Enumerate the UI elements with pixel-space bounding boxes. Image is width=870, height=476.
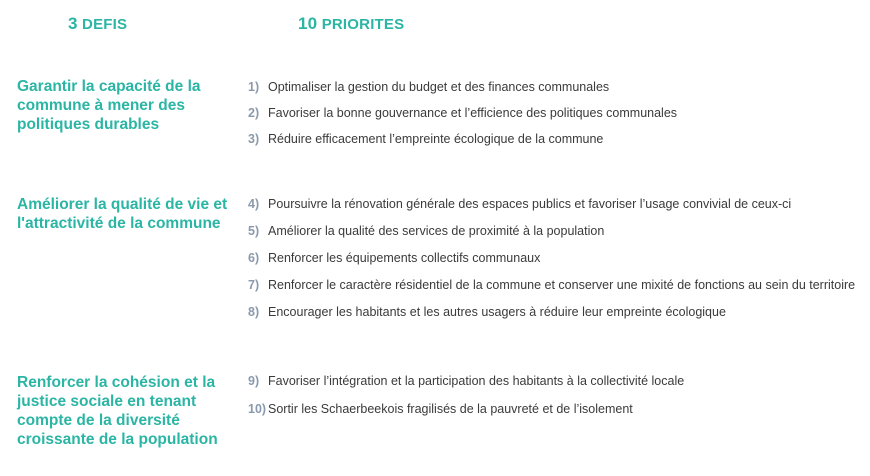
priorite-number: 10) bbox=[248, 402, 267, 416]
priorite-number: 1) bbox=[248, 80, 260, 94]
priorite-item bbox=[248, 373, 684, 389]
defi-2: Améliorer la qualité de vie et l'attractivité de la commune bbox=[17, 196, 228, 232]
priorite-number: 5) bbox=[248, 224, 260, 238]
header-priorites-label: PRIORITES bbox=[321, 16, 405, 33]
priorite-number: 9) bbox=[248, 374, 260, 388]
priorite-text: Réduire efficacement l’empreinte écologique de la commune bbox=[268, 132, 604, 146]
priorite-text: Renforcer les équipements collectifs communaux bbox=[268, 251, 541, 265]
priorite-text: Améliorer la qualité des services de proximité à la population bbox=[268, 224, 605, 238]
priorite-text: Favoriser la bonne gouvernance et l’efficience des politiques communales bbox=[268, 106, 678, 120]
priorite-number: 2) bbox=[248, 106, 260, 120]
priorite-number: 7) bbox=[248, 278, 260, 292]
defi-3: Renforcer la cohésion et la justice sociale en tenant compte de la diversité croissante de la population bbox=[17, 374, 218, 448]
header-defis bbox=[68, 14, 127, 34]
priorite-text: Renforcer le caractère résidentiel de la commune et conserver une mixité de fonctions au sein du territoire bbox=[268, 278, 856, 292]
priorite-number: 6) bbox=[248, 251, 260, 265]
priorite-item bbox=[248, 250, 540, 266]
priorite-number: 3) bbox=[248, 132, 260, 146]
priorite-text: Poursuivre la rénovation générale des espaces publics et favoriser l’usage convivial de ceux-ci bbox=[268, 197, 792, 211]
priorite-item bbox=[248, 277, 855, 293]
header-defis-number: 3 bbox=[68, 14, 78, 33]
header-defis-label: DEFIS bbox=[82, 16, 128, 33]
priorite-text: Optimaliser la gestion du budget et des finances communales bbox=[268, 80, 610, 94]
priorite-item bbox=[248, 79, 609, 95]
priorite-number: 4) bbox=[248, 197, 260, 211]
header-priorites-number: 10 bbox=[298, 14, 318, 33]
priorite-item bbox=[248, 304, 726, 320]
priorite-item bbox=[248, 105, 677, 121]
priorite-item bbox=[248, 223, 604, 239]
priorite-text: Sortir les Schaerbeekois fragilisés de la pauvreté et de l’isolement bbox=[268, 402, 633, 416]
priorite-number: 8) bbox=[248, 305, 260, 319]
priorite-item bbox=[248, 131, 603, 147]
header-priorites bbox=[298, 14, 404, 34]
priorite-item bbox=[248, 196, 791, 212]
priorite-item bbox=[248, 401, 633, 417]
priorite-text: Favoriser l’intégration et la participation des habitants à la collectivité locale bbox=[268, 374, 685, 388]
defi-1: Garantir la capacité de la commune à mener des politiques durables bbox=[17, 78, 201, 133]
priorite-text: Encourager les habitants et les autres usagers à réduire leur empreinte écologique bbox=[268, 305, 726, 319]
